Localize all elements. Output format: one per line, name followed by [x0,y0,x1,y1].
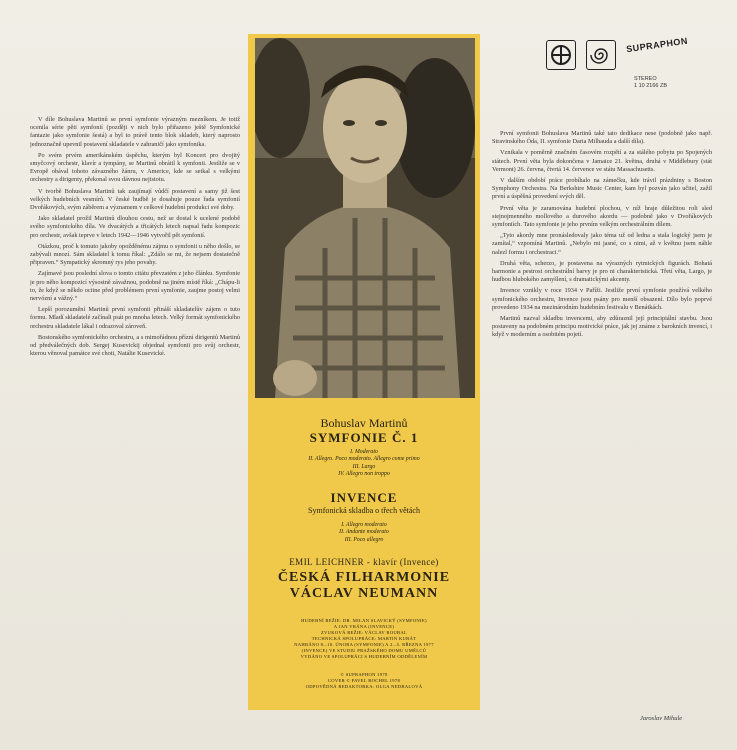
paragraph: V tvorbě Bohuslava Martinů tak zaujímají vůdčí postavení a samy již šest velkých hudebních vesmírů. V české hudbě je dosahuje pouze řada symfonií Dvořákových, svým záběrem a významem v celkové hudební produkci své doby. [30,187,240,212]
credit-line: TECHNICKÁ SPOLUPRÁCE: MARTIN KUBÁT [311,636,417,641]
paragraph: Vznikala v poměrně značném časovém rozpětí a za stálého pobytu po Spojených státech. První věta byla dokončena v Jamaice 21. května, druhá v Middlebury (stát Vermont) 26. června, čtvrtá 14. července ve státu Massachusetts. [492,149,712,173]
paragraph: První věta je zaramována hudební plochou, v níž hraje důležitou roli sled stejnojmenného mollového a durového akordu — podobně jako v Dvořákových symfoniích. Tato symfonie je jeho prvním velkým orchestrálním dílem. [492,204,712,229]
paragraph: Bostonského symfonického orchestru, a s mimořádnou přízní dirigentů Martinů od předválečných dob. Sergej Kusevickij objednal symfonii pro svůj orchestr, kterou věnoval památce své choti, Natálie Kusevické. [30,333,240,358]
soloist-credit: EMIL LEICHNER - klavír (Invence) [289,557,439,567]
movement-item: IV. Allegro non troppo [338,471,390,478]
credit-line: ODPOVĚDNÁ REDAKTORKA: OLGA NEDBALOVÁ [305,684,423,689]
work2-movements [248,522,480,544]
performers [248,570,480,602]
liner-notes-left [30,116,240,726]
paragraph: Po svém prvém amerikánském úspěchu, kterým byl Koncert pro dvojitý smyčcový orchestr, klavír a tympány, se Martinů obrátil k symfonii. Jestliže se v Evropě obával tohoto závazného žánru, v Americe, kde se setkal s velkými orchestry a dirigenty, překonal svou dávnou nejistotu. [30,151,240,184]
paragraph: „Tyto akordy mne pronásledovaly jako téma už od ledna a stala logický jsem je zamítal,“ vzpomíná Martinů. „Nebylo mi jasné, co s nimi, až v květnu jsem náhle nalezl formu i orchestraci.“ [492,232,712,256]
liner-notes-right [492,130,712,720]
paragraph: Otázkou, proč k tomuto jakoby opožděnému zájmu o symfonii u něho došlo, se zabývali mnozí. Sám skladatel k tomu říkal: „Zdálo se mi, že nejsem dostatečně připraven.“ Sympatický skromný rys jeho povahy. [30,242,240,267]
paragraph: Martinů nazval skladbu invencemi, aby zdůraznil její principiální stavbu. Jsou postaveny na podobném principu motivické práce, jak jej známe z barokních invencí, i když v moderním a osobitém pojetí. [492,315,712,339]
stereo-label: STEREO [634,76,657,82]
movement-item: II. Andante moderato [339,529,389,536]
paragraph: V díle Bohuslava Martinů se první symfonie výrazným mezníkem. Je totiž ocenila série pěti symfonií (později v nich bylo přiřazeno ještě Symfonické fantazie jako symfonie šestá) a byl to právě tento blok skladeb, který naprosto jednoznačně upevnil postavení skladatele v zahraničí jako symfonika. [30,116,240,148]
movement-item: II. Allegro. Poco moderato. Allegro come primo [308,456,420,463]
author-signature: Jaroslav Mihule [640,715,683,722]
credit-line: (INVENCE) VE STUDIU PRAŽSKÉHO DOMU UMĚLCŮ [301,648,427,653]
paragraph: Lepší porozumění Martinů první symfonii přináší skladatelův zájem o tuto formu. Mladí skladatelé začínali psát po mnoha letech. Velký formát symfonického orchestru skladatele lákal i odrazoval zároveň. [30,306,240,330]
orchestra-name: ČESKÁ FILHARMONIE [277,570,451,585]
composer-photo [255,38,475,398]
work2-subtitle: Symfonická skladba o třech větách [308,506,420,515]
paragraph: První symfonii Bohuslava Martinů také tato dedikace nese (podobně jako např. Stravinského Óda, II. symfonie Daria Milhauda a další díla). [492,130,712,146]
production-credits [248,618,480,660]
credit-line: NAHRÁNO 8.–10. ÚNORA (SYMFONIE) A 2.–5. BŘEZNA 1977 [294,642,434,647]
paragraph: Invence vznikly v roce 1934 v Paříži. Jestliže první symfonie používá velkého symfonického orchestru, Invence jsou psány pro menší obsazení. Dílo bylo poprvé provedeno 1934 na mezinárodním hudebním festivalu v Benátkách. [492,287,712,311]
paragraph: Zajímavé jsou poslední slova o tomto citátu převzatém z jeho článku. Symfonie je pro něho kompozicí výsostně závažnou, podobně na jiném místě říká: „Chápu-li to, že když se někdo ocitne před problémem první symfonie, zaujme postoj velmi nervózní a vážný.“ [30,270,240,303]
circle-logo-icon [546,40,576,70]
spiral-logo-icon [586,40,616,70]
conductor-name: VÁCLAV NEUMANN [289,586,439,601]
credit-line: COVER © PAVEL BOCHEL 1978 [327,678,401,683]
work1-movements [248,449,480,479]
credit-line: HUDEBNÍ REŽIE: DR. MILAN SLAVICKÝ (SYMFONIE) [301,618,427,623]
copyright-credits [248,672,480,690]
composer-name: Bohuslav Martinů [320,416,408,430]
paragraph: Druhá věta, scherzo, je postavena na výrazných rytmických figurách. Bohatá harmonie a pestrost orchestrální barvy je pro ni charakteristická. Třetí věta, Largo, je hudbou hlubokého zamyšlení, s dramatickými akcenty. [492,259,712,284]
paragraph: Jako skladatel prožil Martinů dlouhou cestu, než se dostal k ucelené podobě svého symfonického díla. Ve dvacátých a třicátých letech napsal řadu kompozic pro orchestr, avšak teprve v letech 1942—1946 vytvořil pět symfonií. [30,215,240,239]
credit-line: ZVUKOVÁ REŽIE: VÁCLAV ROUBAL [320,630,408,635]
catalog-number: 1 10 2166 ZB [634,83,668,89]
movement-item: I. Moderato [350,449,378,455]
credit-line: A JAN VRÁNA (INVENCE) [333,624,395,629]
credit-line: © SUPRAPHON 1978 [340,672,388,677]
movement-item: III. Largo [352,463,376,470]
brand-logo: SUPRAPHON [625,35,689,55]
movement-item: III. Poco allegro [344,536,384,543]
credit-line: VYDÁNO VE SPOLUPRÁCI S HUDEBNÍM ODDĚLENÍM [300,654,428,659]
work1-title: SYMFONIE Č. 1 [309,430,419,445]
movement-item: I. Allegro moderato [341,522,387,528]
paragraph: V dalším období práce probíhalo na zámečku, kde trávil prázdniny s Boston Symphony Orchestra. Na Berkshire Music Center, kam byl pozván jako učitel, zažil první a úspěšná provedení svých děl. [492,177,712,201]
work2-title: INVENCE [330,490,398,505]
catalog-info [634,76,667,90]
